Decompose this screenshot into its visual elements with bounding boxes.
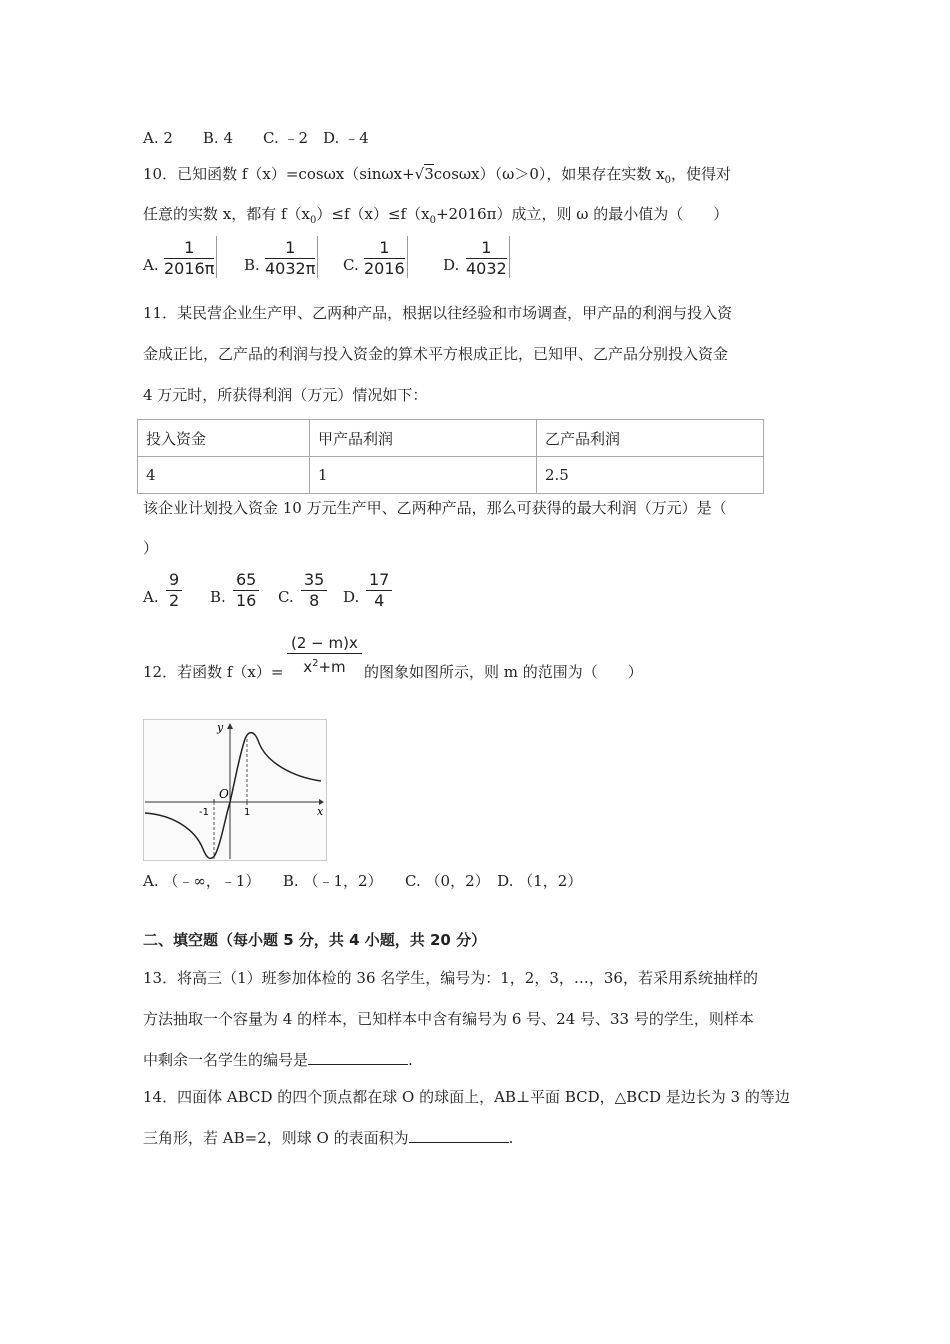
table-header-row xyxy=(138,420,764,457)
table-header-cell: 乙产品利润 xyxy=(537,420,764,457)
subscript-0: 0 xyxy=(310,215,317,226)
subscript-0: 0 xyxy=(664,175,671,186)
q11-line5: ） xyxy=(143,539,159,557)
fraction-denominator: 2016π xyxy=(164,259,215,278)
answer-blank[interactable] xyxy=(308,1050,408,1065)
q11-fraction-c xyxy=(301,570,327,611)
q10-opt-b-label: B. xyxy=(244,256,260,274)
q13-line3 xyxy=(143,1049,413,1070)
section2-title: 二、填空题（每小题 5 分，共 4 小题，共 20 分） xyxy=(143,931,487,949)
table-header-cell: 甲产品利润 xyxy=(310,420,537,457)
q13-line1: 13．将高三（1）班参加体检的 36 名学生，编号为：1，2，3，…，36，若采用系统抽样的 xyxy=(143,969,758,987)
table-cell: 1 xyxy=(310,457,537,494)
q10-fraction-d xyxy=(466,238,507,279)
q10-text-f: +2016π）成立，则 ω 的最小值为（ ） xyxy=(435,205,729,223)
table-cell: 4 xyxy=(138,457,310,494)
q11-opt-b-label: B. xyxy=(210,588,226,606)
subscript-0: 0 xyxy=(429,215,436,226)
q14-line2 xyxy=(143,1127,513,1148)
den-rest: +m xyxy=(318,658,346,676)
fraction-numerator: 1 xyxy=(364,238,405,259)
q12-fraction xyxy=(287,633,362,677)
q10-fraction-a xyxy=(164,238,214,279)
fraction-numerator: 9 xyxy=(166,570,182,591)
q11-fraction-d xyxy=(366,570,392,611)
q10-opt-c-label: C. xyxy=(343,256,359,274)
table-header-cell: 投入资金 xyxy=(138,420,310,457)
tick-neg1-label: -1 xyxy=(199,807,209,818)
fraction-numerator: 1 xyxy=(466,238,507,259)
q13-text: 中剩余一名学生的编号是 xyxy=(143,1051,309,1069)
fraction-denominator: 4032π xyxy=(265,259,316,278)
q11-table xyxy=(137,419,764,494)
sqrt-arg: 3 xyxy=(424,165,434,183)
q10-text-e: ）≤f（x）≤f（x xyxy=(316,205,430,223)
q10-line2 xyxy=(143,203,728,226)
y-axis-label: y xyxy=(217,721,224,734)
q11-opt-d-label: D. xyxy=(343,588,360,606)
den-exponent: 2 xyxy=(312,658,319,669)
q10-opt-a-label: A. xyxy=(143,256,159,274)
tick-1-label: 1 xyxy=(244,807,251,818)
fraction-numerator: 1 xyxy=(164,238,214,259)
q10-opt-d-label: D. xyxy=(443,256,460,274)
q11-line3: 4 万元时，所获得利润（万元）情况如下： xyxy=(143,386,428,404)
q10-text-a: 10．已知函数 f（x）=cosωx（sinωx+ xyxy=(143,165,415,183)
q12-function-graph xyxy=(143,719,327,861)
q10-fraction-b xyxy=(265,238,315,279)
q11-fraction-b xyxy=(233,570,259,611)
fraction-denominator: 8 xyxy=(309,591,320,610)
table-row xyxy=(138,457,764,494)
q10-text-c: ，使得对 xyxy=(670,165,731,183)
q9-options: A. 2 B. 4 C. ﹣2 D. ﹣4 xyxy=(143,129,369,147)
fraction-denominator: 4032 xyxy=(466,259,507,278)
q11-line2: 金成正比，乙产品的利润与投入资金的算术平方根成正比，已知甲、乙产品分别投入资金 xyxy=(143,345,729,363)
fraction-denominator: 2 xyxy=(169,591,180,610)
fraction-numerator: (2 − m)x xyxy=(287,633,362,654)
q14-text: 三角形，若 AB=2，则球 O 的表面积为 xyxy=(143,1129,409,1147)
graph-frame xyxy=(144,720,327,861)
q11-fraction-a xyxy=(166,570,182,611)
q10-text-b: cosωx）（ω＞0），如果存在实数 x xyxy=(433,165,665,183)
fraction-denominator: 4 xyxy=(374,591,385,610)
fraction-numerator: 65 xyxy=(233,570,259,591)
q11-line1: 11．某民营企业生产甲、乙两种产品，根据以往经验和市场调查，甲产品的利润与投入资 xyxy=(143,304,733,322)
fraction-numerator: 17 xyxy=(366,570,392,591)
sqrt-sign: √ xyxy=(414,165,425,183)
q10-fraction-c xyxy=(364,238,405,279)
q13-line2: 方法抽取一个容量为 4 的样本，已知样本中含有编号为 6 号、24 号、33 号的学生，则样本 xyxy=(143,1010,754,1028)
fraction-numerator: 1 xyxy=(265,238,315,259)
q12-suffix: 的图象如图所示，则 m 的范围为（ ） xyxy=(364,663,643,681)
fraction-denominator: 16 xyxy=(236,591,257,610)
q14-period: . xyxy=(508,1129,514,1147)
q12-options: A. （﹣∞，﹣1） B. （﹣1，2） C. （0，2） D. （1，2） xyxy=(143,872,583,890)
fraction-numerator: 35 xyxy=(301,570,327,591)
q13-period: . xyxy=(408,1051,413,1069)
q11-opt-a-label: A. xyxy=(143,588,159,606)
q12-prefix: 12．若函数 f（x）= xyxy=(143,663,284,681)
den-x: x xyxy=(303,658,313,676)
fraction-denominator xyxy=(287,654,362,677)
q10-text-d: 任意的实数 x，都有 f（x xyxy=(143,205,311,223)
origin-label: O xyxy=(219,787,229,801)
q10-line1 xyxy=(143,163,731,186)
table-cell: 2.5 xyxy=(537,457,764,494)
q11-line4: 该企业计划投入资金 10 万元生产甲、乙两种产品，那么可获得的最大利润（万元）是（ xyxy=(143,499,727,517)
fraction-denominator: 2016 xyxy=(364,259,405,278)
answer-blank[interactable] xyxy=(409,1128,509,1143)
q11-opt-c-label: C. xyxy=(278,588,294,606)
q14-line1: 14．四面体 ABCD 的四个顶点都在球 O 的球面上，AB⊥平面 BCD，△BCD 是边长为 3 的等边 xyxy=(143,1088,790,1106)
x-axis-label: x xyxy=(317,805,324,818)
